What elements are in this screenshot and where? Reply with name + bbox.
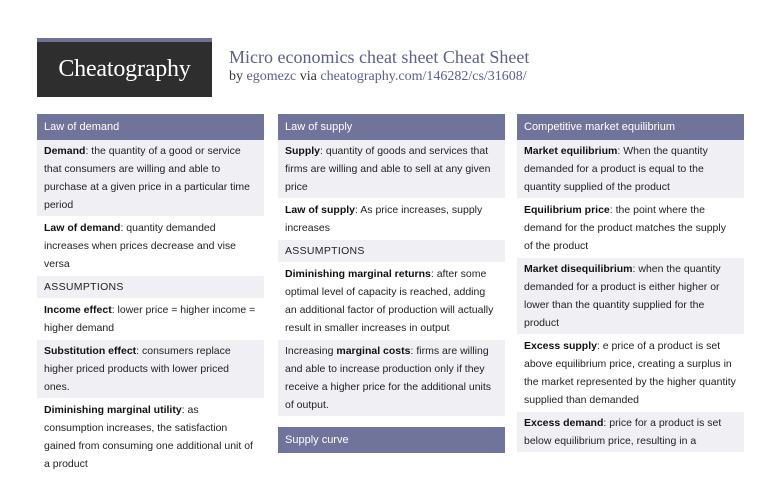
list-item: [517, 412, 744, 453]
term: Diminishing marginal returns: [285, 268, 431, 280]
logo-text: Cheatography: [58, 56, 191, 82]
section-competitive-market-equilibrium: [517, 114, 744, 453]
definition: : after some optimal level of capacity is reached, adding an additional factor of production will actually result in smaller increases in output: [285, 268, 494, 334]
section-heading: Supply curve: [278, 427, 505, 453]
term: Market equilibrium: [524, 145, 618, 157]
definition: : quantity of goods and services that firms are willing and able to sell at any given price: [285, 145, 491, 193]
author-link[interactable]: egomezc: [246, 69, 297, 84]
list-item: [278, 140, 505, 199]
term: Law of supply: [285, 204, 356, 216]
list-item: [37, 340, 264, 399]
definition: : the quantity of a good or service that consumers are willing and able to purchase at a given price in a particular time period: [44, 145, 251, 211]
list-item: [517, 140, 744, 199]
term: Income effect: [44, 304, 112, 316]
section-law-of-demand: [37, 114, 264, 476]
definition: : consumers replace higher priced products with lower priced ones.: [44, 345, 231, 393]
list-item: [37, 399, 264, 476]
definition: : the point where the demand for the product matches the supply of the product: [524, 204, 726, 252]
list-item: [278, 263, 505, 340]
byline: [229, 69, 527, 85]
list-item: [517, 199, 744, 258]
term: Law of demand: [44, 222, 121, 234]
term: Supply: [285, 145, 321, 157]
sheet-url-link[interactable]: cheatography.com/146282/cs/31608/: [320, 69, 527, 84]
term: Excess demand: [524, 417, 604, 429]
definition: : quantity demanded increases when prices decrease and vise versa: [44, 222, 237, 270]
definition: : e price of a product is set above equilibrium price, creating a surplus in the market represented by the higher quantity supplied than demanded: [524, 340, 736, 406]
cheatography-logo[interactable]: [37, 38, 212, 97]
section-law-of-supply: [278, 114, 505, 417]
column-3: [517, 114, 744, 463]
term: marginal costs: [336, 345, 411, 357]
definition: : as consumption increases, the satisfaction gained from consuming one additional unit of a product: [44, 404, 253, 470]
list-item: [517, 258, 744, 335]
definition: : price for a product is set below equilibrium price, resulting in a: [524, 417, 722, 447]
page-title: Micro economics cheat sheet Cheat Sheet: [229, 47, 530, 67]
section-heading: Law of supply: [278, 114, 505, 140]
definition: : As price increases, supply increases: [285, 204, 483, 234]
term: Diminishing marginal utility: [44, 404, 182, 416]
definition: : when the quantity demanded for a product is either higher or lower than the quantity supplied for the product: [524, 263, 721, 329]
by-prefix: by: [229, 69, 243, 84]
term: Demand: [44, 145, 86, 157]
list-item: [278, 199, 505, 240]
term-prefix: Increasing: [285, 345, 337, 357]
definition: : firms are willing and able to increase production only if they receive a higher price for the additional units of output.: [285, 345, 492, 411]
column-1: [37, 114, 264, 486]
via-text: via: [299, 69, 317, 84]
subheading: ASSUMPTIONS: [37, 276, 264, 299]
list-item: [517, 335, 744, 412]
list-item: [37, 217, 264, 276]
term: Market disequilibrium: [524, 263, 633, 275]
definition: : When the quantity demanded for a product is equal to the quantity supplied of the product: [524, 145, 708, 193]
list-item: [37, 140, 264, 217]
column-2: [278, 114, 505, 463]
section-supply-curve: [278, 427, 505, 453]
term: Equilibrium price: [524, 204, 610, 216]
list-item: [278, 340, 505, 417]
list-item: [37, 299, 264, 340]
term: Excess supply: [524, 340, 597, 352]
term: Substitution effect: [44, 345, 137, 357]
section-heading: Competitive market equilibrium: [517, 114, 744, 140]
section-heading: Law of demand: [37, 114, 264, 140]
definition: : lower price = higher income = higher demand: [44, 304, 256, 334]
subheading: ASSUMPTIONS: [278, 240, 505, 263]
